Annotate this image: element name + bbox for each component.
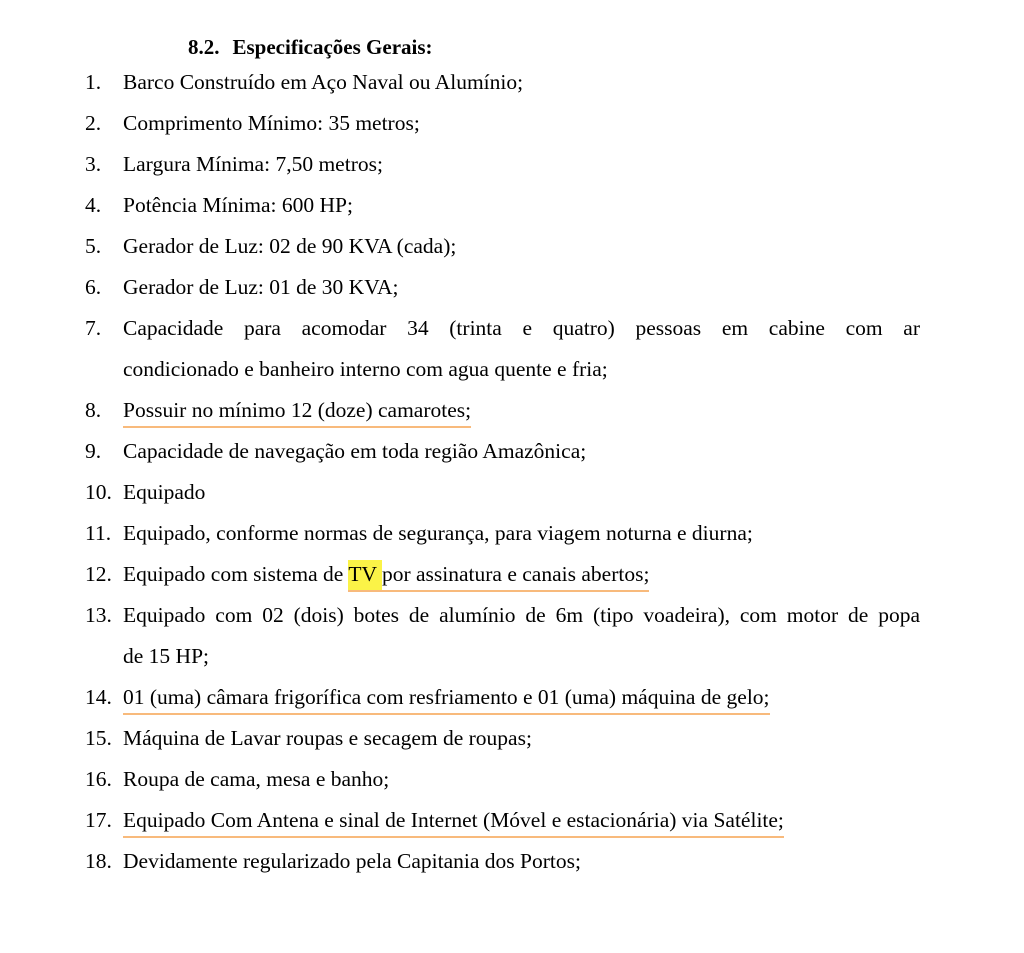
- item-number: 2.: [85, 111, 102, 135]
- list-item-3: [0, 144, 1024, 185]
- item-text: Potência Mínima: 600 HP;: [123, 193, 353, 217]
- item-text: Máquina de Lavar roupas e secagem de roupas;: [123, 726, 532, 750]
- item-number: 9.: [85, 439, 102, 463]
- numbered-list: [0, 62, 1024, 882]
- item-text: Equipado, conforme normas de segurança, para viagem noturna e diurna;: [123, 521, 753, 545]
- list-item-10: [0, 472, 1024, 513]
- item-text-line-1: Capacidade para acomodar 34 (trinta e quatro) pessoas em cabine com ar: [123, 316, 920, 340]
- item-text: Comprimento Mínimo: 35 metros;: [123, 111, 420, 135]
- list-item-9: [0, 431, 1024, 472]
- item-text: Largura Mínima: 7,50 metros;: [123, 152, 383, 176]
- item-text-underlined: Equipado Com Antena e sinal de Internet (Móvel e estacionária) via Satélite;: [123, 808, 784, 838]
- list-item-18: [0, 841, 1024, 882]
- item-text: Barco Construído em Aço Naval ou Alumínio;: [123, 70, 524, 94]
- item-text-line-1: Equipado com 02 (dois) botes de alumínio de 6m (tipo voadeira), com motor de popa: [123, 603, 920, 627]
- highlighted-text: TV: [348, 560, 382, 592]
- item-number: 13.: [85, 603, 112, 627]
- list-item-7: [0, 308, 1024, 390]
- item-number: 17.: [85, 808, 112, 832]
- item-number: 4.: [85, 193, 102, 217]
- section-heading: [188, 0, 1024, 59]
- item-number: 14.: [85, 685, 112, 709]
- item-text: [123, 560, 649, 592]
- item-number: 8.: [85, 398, 102, 422]
- item-number: 11.: [85, 521, 112, 545]
- item-text-underlined: 01 (uma) câmara frigorífica com resfriamento e 01 (uma) máquina de gelo;: [123, 685, 770, 715]
- item-number: 3.: [85, 152, 102, 176]
- section-title: Especificações Gerais:: [232, 35, 433, 59]
- item-number: 12.: [85, 562, 112, 586]
- item-text: Equipado: [123, 480, 206, 504]
- item-number: 7.: [85, 316, 102, 340]
- list-item-17: [0, 800, 1024, 841]
- item-number: 1.: [85, 70, 102, 94]
- item-number: 6.: [85, 275, 102, 299]
- item-text: Devidamente regularizado pela Capitania dos Portos;: [123, 849, 581, 873]
- list-item-4: [0, 185, 1024, 226]
- item-number: 10.: [85, 480, 112, 504]
- item-text-line-2: de 15 HP;: [123, 644, 209, 668]
- list-item-6: [0, 267, 1024, 308]
- item-number: 16.: [85, 767, 112, 791]
- list-item-16: [0, 759, 1024, 800]
- item-text-segment: Equipado com sistema de: [123, 562, 349, 586]
- item-number: 5.: [85, 234, 102, 258]
- list-item-12: [0, 554, 1024, 595]
- item-text: Gerador de Luz: 01 de 30 KVA;: [123, 275, 399, 299]
- item-text-line-2: condicionado e banheiro interno com agua quente e fria;: [123, 357, 608, 381]
- list-item-13: [0, 595, 1024, 677]
- item-text: Gerador de Luz: 02 de 90 KVA (cada);: [123, 234, 457, 258]
- section-number: 8.2.: [188, 35, 220, 59]
- list-item-5: [0, 226, 1024, 267]
- item-text: Roupa de cama, mesa e banho;: [123, 767, 390, 791]
- list-item-11: [0, 513, 1024, 554]
- list-item-8: [0, 390, 1024, 431]
- item-text-underlined: Possuir no mínimo 12 (doze) camarotes;: [123, 398, 471, 428]
- list-item-2: [0, 103, 1024, 144]
- list-item-14: [0, 677, 1024, 718]
- item-text-underlined: por assinatura e canais abertos;: [382, 562, 649, 592]
- item-number: 15.: [85, 726, 112, 750]
- list-item-1: [0, 62, 1024, 103]
- item-text: Capacidade de navegação em toda região Amazônica;: [123, 439, 587, 463]
- list-item-15: [0, 718, 1024, 759]
- item-number: 18.: [85, 849, 112, 873]
